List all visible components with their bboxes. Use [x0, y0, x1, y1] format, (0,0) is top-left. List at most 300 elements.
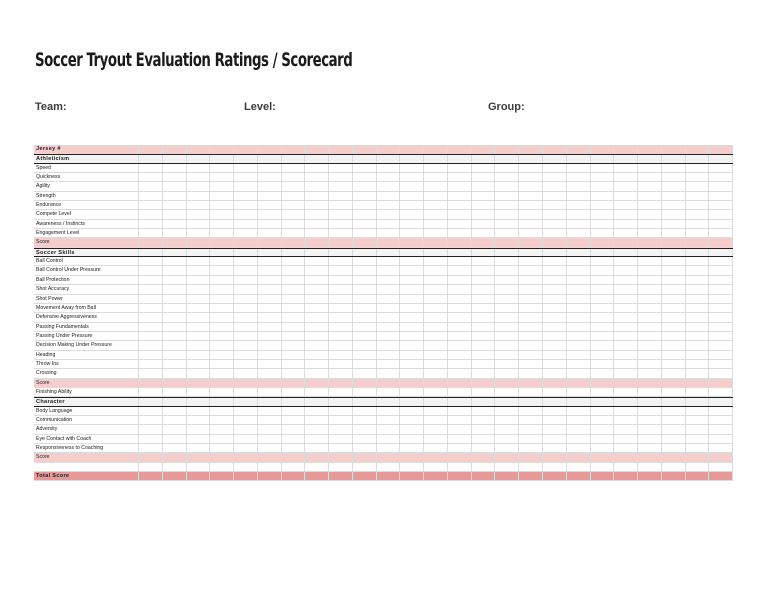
- rating-cell[interactable]: [163, 360, 187, 368]
- rating-cell[interactable]: [543, 201, 567, 209]
- rating-cell[interactable]: [353, 220, 377, 228]
- rating-cell[interactable]: [139, 229, 163, 237]
- rating-cell[interactable]: [258, 369, 282, 377]
- rating-cell[interactable]: [448, 332, 472, 340]
- rating-cell[interactable]: [591, 463, 615, 471]
- rating-cell[interactable]: [614, 238, 638, 246]
- rating-cell[interactable]: [472, 379, 496, 387]
- rating-cell[interactable]: [472, 398, 496, 405]
- rating-cell[interactable]: [495, 210, 519, 218]
- rating-cell[interactable]: [139, 266, 163, 274]
- rating-cell[interactable]: [163, 285, 187, 293]
- rating-cell[interactable]: [187, 323, 211, 331]
- rating-cell[interactable]: [282, 444, 306, 452]
- rating-cell[interactable]: [495, 201, 519, 209]
- rating-cell[interactable]: [567, 257, 591, 265]
- rating-cell[interactable]: [187, 332, 211, 340]
- rating-cell[interactable]: [591, 164, 615, 172]
- rating-cell[interactable]: [353, 257, 377, 265]
- rating-cell[interactable]: [709, 182, 733, 190]
- rating-cell[interactable]: [614, 341, 638, 349]
- rating-cell[interactable]: [448, 407, 472, 415]
- rating-cell[interactable]: [282, 210, 306, 218]
- rating-cell[interactable]: [472, 155, 496, 162]
- rating-cell[interactable]: [210, 407, 234, 415]
- rating-cell[interactable]: [638, 295, 662, 303]
- rating-cell[interactable]: [495, 173, 519, 181]
- rating-cell[interactable]: [377, 435, 401, 443]
- rating-cell[interactable]: [543, 453, 567, 461]
- rating-cell[interactable]: [187, 351, 211, 359]
- rating-cell[interactable]: [234, 313, 258, 321]
- rating-cell[interactable]: [377, 425, 401, 433]
- rating-cell[interactable]: [187, 145, 211, 153]
- rating-cell[interactable]: [543, 435, 567, 443]
- rating-cell[interactable]: [353, 295, 377, 303]
- rating-cell[interactable]: [638, 472, 662, 480]
- rating-cell[interactable]: [187, 313, 211, 321]
- rating-cell[interactable]: [519, 332, 543, 340]
- rating-cell[interactable]: [329, 341, 353, 349]
- rating-cell[interactable]: [424, 463, 448, 471]
- rating-cell[interactable]: [519, 192, 543, 200]
- rating-cell[interactable]: [638, 463, 662, 471]
- rating-cell[interactable]: [686, 304, 710, 312]
- rating-cell[interactable]: [614, 453, 638, 461]
- rating-cell[interactable]: [472, 360, 496, 368]
- rating-cell[interactable]: [638, 360, 662, 368]
- rating-cell[interactable]: [139, 210, 163, 218]
- rating-cell[interactable]: [614, 360, 638, 368]
- rating-cell[interactable]: [472, 201, 496, 209]
- rating-cell[interactable]: [614, 257, 638, 265]
- rating-cell[interactable]: [377, 192, 401, 200]
- rating-cell[interactable]: [329, 444, 353, 452]
- rating-cell[interactable]: [163, 304, 187, 312]
- rating-cell[interactable]: [567, 304, 591, 312]
- rating-cell[interactable]: [448, 173, 472, 181]
- rating-cell[interactable]: [519, 444, 543, 452]
- rating-cell[interactable]: [495, 332, 519, 340]
- rating-cell[interactable]: [519, 425, 543, 433]
- rating-cell[interactable]: [329, 173, 353, 181]
- rating-cell[interactable]: [187, 249, 211, 256]
- rating-cell[interactable]: [210, 351, 234, 359]
- rating-cell[interactable]: [234, 444, 258, 452]
- rating-cell[interactable]: [591, 276, 615, 284]
- rating-cell[interactable]: [614, 229, 638, 237]
- rating-cell[interactable]: [662, 238, 686, 246]
- rating-cell[interactable]: [400, 173, 424, 181]
- rating-cell[interactable]: [234, 351, 258, 359]
- rating-cell[interactable]: [519, 155, 543, 162]
- rating-cell[interactable]: [258, 463, 282, 471]
- rating-cell[interactable]: [305, 341, 329, 349]
- rating-cell[interactable]: [638, 388, 662, 396]
- rating-cell[interactable]: [709, 435, 733, 443]
- rating-cell[interactable]: [543, 472, 567, 480]
- rating-cell[interactable]: [187, 164, 211, 172]
- rating-cell[interactable]: [258, 276, 282, 284]
- rating-cell[interactable]: [424, 155, 448, 162]
- rating-cell[interactable]: [282, 435, 306, 443]
- rating-cell[interactable]: [400, 276, 424, 284]
- rating-cell[interactable]: [400, 238, 424, 246]
- rating-cell[interactable]: [662, 155, 686, 162]
- rating-cell[interactable]: [662, 341, 686, 349]
- rating-cell[interactable]: [139, 304, 163, 312]
- rating-cell[interactable]: [305, 249, 329, 256]
- rating-cell[interactable]: [472, 351, 496, 359]
- rating-cell[interactable]: [567, 332, 591, 340]
- rating-cell[interactable]: [543, 369, 567, 377]
- rating-cell[interactable]: [448, 416, 472, 424]
- rating-cell[interactable]: [424, 295, 448, 303]
- rating-cell[interactable]: [400, 341, 424, 349]
- rating-cell[interactable]: [591, 453, 615, 461]
- rating-cell[interactable]: [472, 416, 496, 424]
- rating-cell[interactable]: [591, 341, 615, 349]
- rating-cell[interactable]: [139, 351, 163, 359]
- rating-cell[interactable]: [329, 332, 353, 340]
- rating-cell[interactable]: [543, 192, 567, 200]
- rating-cell[interactable]: [329, 398, 353, 405]
- rating-cell[interactable]: [139, 323, 163, 331]
- rating-cell[interactable]: [686, 388, 710, 396]
- rating-cell[interactable]: [377, 341, 401, 349]
- rating-cell[interactable]: [210, 210, 234, 218]
- rating-cell[interactable]: [662, 295, 686, 303]
- rating-cell[interactable]: [614, 304, 638, 312]
- rating-cell[interactable]: [210, 323, 234, 331]
- rating-cell[interactable]: [472, 285, 496, 293]
- rating-cell[interactable]: [282, 332, 306, 340]
- rating-cell[interactable]: [686, 341, 710, 349]
- rating-cell[interactable]: [472, 407, 496, 415]
- rating-cell[interactable]: [472, 463, 496, 471]
- rating-cell[interactable]: [377, 266, 401, 274]
- rating-cell[interactable]: [709, 249, 733, 256]
- rating-cell[interactable]: [210, 453, 234, 461]
- rating-cell[interactable]: [187, 304, 211, 312]
- rating-cell[interactable]: [258, 192, 282, 200]
- rating-cell[interactable]: [638, 407, 662, 415]
- rating-cell[interactable]: [543, 182, 567, 190]
- rating-cell[interactable]: [686, 360, 710, 368]
- rating-cell[interactable]: [591, 192, 615, 200]
- rating-cell[interactable]: [591, 220, 615, 228]
- rating-cell[interactable]: [163, 220, 187, 228]
- rating-cell[interactable]: [234, 182, 258, 190]
- rating-cell[interactable]: [400, 388, 424, 396]
- rating-cell[interactable]: [282, 266, 306, 274]
- rating-cell[interactable]: [543, 463, 567, 471]
- rating-cell[interactable]: [234, 416, 258, 424]
- rating-cell[interactable]: [519, 416, 543, 424]
- rating-cell[interactable]: [567, 341, 591, 349]
- rating-cell[interactable]: [495, 444, 519, 452]
- rating-cell[interactable]: [353, 266, 377, 274]
- rating-cell[interactable]: [495, 285, 519, 293]
- rating-cell[interactable]: [472, 220, 496, 228]
- rating-cell[interactable]: [709, 276, 733, 284]
- rating-cell[interactable]: [329, 472, 353, 480]
- rating-cell[interactable]: [400, 379, 424, 387]
- rating-cell[interactable]: [305, 398, 329, 405]
- rating-cell[interactable]: [329, 201, 353, 209]
- rating-cell[interactable]: [662, 173, 686, 181]
- rating-cell[interactable]: [543, 351, 567, 359]
- rating-cell[interactable]: [448, 295, 472, 303]
- rating-cell[interactable]: [329, 192, 353, 200]
- rating-cell[interactable]: [377, 229, 401, 237]
- rating-cell[interactable]: [472, 182, 496, 190]
- rating-cell[interactable]: [567, 360, 591, 368]
- rating-cell[interactable]: [495, 416, 519, 424]
- rating-cell[interactable]: [329, 164, 353, 172]
- rating-cell[interactable]: [638, 425, 662, 433]
- rating-cell[interactable]: [163, 155, 187, 162]
- rating-cell[interactable]: [400, 229, 424, 237]
- rating-cell[interactable]: [139, 379, 163, 387]
- rating-cell[interactable]: [709, 155, 733, 162]
- rating-cell[interactable]: [187, 453, 211, 461]
- rating-cell[interactable]: [662, 257, 686, 265]
- rating-cell[interactable]: [400, 398, 424, 405]
- rating-cell[interactable]: [591, 398, 615, 405]
- rating-cell[interactable]: [567, 192, 591, 200]
- rating-cell[interactable]: [258, 266, 282, 274]
- rating-cell[interactable]: [567, 164, 591, 172]
- rating-cell[interactable]: [686, 238, 710, 246]
- rating-cell[interactable]: [472, 192, 496, 200]
- rating-cell[interactable]: [448, 369, 472, 377]
- rating-cell[interactable]: [614, 192, 638, 200]
- rating-cell[interactable]: [614, 444, 638, 452]
- rating-cell[interactable]: [424, 276, 448, 284]
- rating-cell[interactable]: [638, 435, 662, 443]
- rating-cell[interactable]: [591, 332, 615, 340]
- rating-cell[interactable]: [709, 257, 733, 265]
- rating-cell[interactable]: [210, 463, 234, 471]
- rating-cell[interactable]: [353, 164, 377, 172]
- rating-cell[interactable]: [377, 201, 401, 209]
- rating-cell[interactable]: [400, 182, 424, 190]
- rating-cell[interactable]: [258, 295, 282, 303]
- rating-cell[interactable]: [282, 182, 306, 190]
- rating-cell[interactable]: [495, 435, 519, 443]
- rating-cell[interactable]: [210, 425, 234, 433]
- rating-cell[interactable]: [210, 388, 234, 396]
- rating-cell[interactable]: [210, 360, 234, 368]
- rating-cell[interactable]: [139, 155, 163, 162]
- rating-cell[interactable]: [163, 463, 187, 471]
- rating-cell[interactable]: [282, 453, 306, 461]
- rating-cell[interactable]: [305, 351, 329, 359]
- rating-cell[interactable]: [424, 388, 448, 396]
- rating-cell[interactable]: [567, 351, 591, 359]
- rating-cell[interactable]: [258, 313, 282, 321]
- rating-cell[interactable]: [163, 313, 187, 321]
- rating-cell[interactable]: [353, 425, 377, 433]
- rating-cell[interactable]: [543, 379, 567, 387]
- rating-cell[interactable]: [614, 463, 638, 471]
- rating-cell[interactable]: [187, 379, 211, 387]
- rating-cell[interactable]: [353, 416, 377, 424]
- rating-cell[interactable]: [305, 295, 329, 303]
- rating-cell[interactable]: [400, 295, 424, 303]
- rating-cell[interactable]: [234, 164, 258, 172]
- rating-cell[interactable]: [187, 416, 211, 424]
- rating-cell[interactable]: [686, 182, 710, 190]
- rating-cell[interactable]: [614, 351, 638, 359]
- rating-cell[interactable]: [377, 220, 401, 228]
- rating-cell[interactable]: [210, 276, 234, 284]
- rating-cell[interactable]: [472, 266, 496, 274]
- rating-cell[interactable]: [400, 164, 424, 172]
- rating-cell[interactable]: [543, 313, 567, 321]
- rating-cell[interactable]: [662, 229, 686, 237]
- rating-cell[interactable]: [329, 155, 353, 162]
- rating-cell[interactable]: [424, 341, 448, 349]
- rating-cell[interactable]: [139, 220, 163, 228]
- rating-cell[interactable]: [282, 201, 306, 209]
- rating-cell[interactable]: [353, 210, 377, 218]
- rating-cell[interactable]: [591, 407, 615, 415]
- rating-cell[interactable]: [377, 210, 401, 218]
- rating-cell[interactable]: [519, 173, 543, 181]
- rating-cell[interactable]: [686, 407, 710, 415]
- rating-cell[interactable]: [305, 444, 329, 452]
- rating-cell[interactable]: [353, 407, 377, 415]
- rating-cell[interactable]: [638, 266, 662, 274]
- rating-cell[interactable]: [591, 145, 615, 153]
- rating-cell[interactable]: [495, 249, 519, 256]
- rating-cell[interactable]: [686, 257, 710, 265]
- rating-cell[interactable]: [686, 435, 710, 443]
- rating-cell[interactable]: [210, 416, 234, 424]
- rating-cell[interactable]: [234, 398, 258, 405]
- rating-cell[interactable]: [686, 463, 710, 471]
- rating-cell[interactable]: [662, 164, 686, 172]
- rating-cell[interactable]: [543, 388, 567, 396]
- rating-cell[interactable]: [709, 425, 733, 433]
- rating-cell[interactable]: [686, 313, 710, 321]
- rating-cell[interactable]: [638, 285, 662, 293]
- rating-cell[interactable]: [377, 369, 401, 377]
- rating-cell[interactable]: [234, 229, 258, 237]
- rating-cell[interactable]: [472, 332, 496, 340]
- rating-cell[interactable]: [638, 332, 662, 340]
- rating-cell[interactable]: [424, 351, 448, 359]
- rating-cell[interactable]: [400, 304, 424, 312]
- rating-cell[interactable]: [472, 323, 496, 331]
- rating-cell[interactable]: [567, 379, 591, 387]
- rating-cell[interactable]: [234, 435, 258, 443]
- rating-cell[interactable]: [591, 210, 615, 218]
- rating-cell[interactable]: [709, 210, 733, 218]
- rating-cell[interactable]: [543, 341, 567, 349]
- rating-cell[interactable]: [400, 323, 424, 331]
- rating-cell[interactable]: [709, 360, 733, 368]
- rating-cell[interactable]: [139, 360, 163, 368]
- rating-cell[interactable]: [662, 313, 686, 321]
- rating-cell[interactable]: [377, 276, 401, 284]
- rating-cell[interactable]: [591, 360, 615, 368]
- rating-cell[interactable]: [400, 155, 424, 162]
- rating-cell[interactable]: [686, 220, 710, 228]
- rating-cell[interactable]: [424, 249, 448, 256]
- rating-cell[interactable]: [686, 173, 710, 181]
- rating-cell[interactable]: [163, 388, 187, 396]
- rating-cell[interactable]: [400, 192, 424, 200]
- rating-cell[interactable]: [187, 295, 211, 303]
- rating-cell[interactable]: [258, 453, 282, 461]
- rating-cell[interactable]: [353, 463, 377, 471]
- rating-cell[interactable]: [567, 295, 591, 303]
- rating-cell[interactable]: [638, 257, 662, 265]
- rating-cell[interactable]: [519, 435, 543, 443]
- rating-cell[interactable]: [448, 257, 472, 265]
- rating-cell[interactable]: [638, 145, 662, 153]
- rating-cell[interactable]: [662, 416, 686, 424]
- rating-cell[interactable]: [614, 173, 638, 181]
- rating-cell[interactable]: [686, 323, 710, 331]
- rating-cell[interactable]: [686, 416, 710, 424]
- rating-cell[interactable]: [187, 360, 211, 368]
- rating-cell[interactable]: [377, 323, 401, 331]
- rating-cell[interactable]: [258, 379, 282, 387]
- rating-cell[interactable]: [709, 164, 733, 172]
- rating-cell[interactable]: [139, 444, 163, 452]
- rating-cell[interactable]: [495, 276, 519, 284]
- rating-cell[interactable]: [353, 341, 377, 349]
- rating-cell[interactable]: [329, 453, 353, 461]
- rating-cell[interactable]: [353, 173, 377, 181]
- rating-cell[interactable]: [686, 369, 710, 377]
- rating-cell[interactable]: [353, 388, 377, 396]
- rating-cell[interactable]: [614, 220, 638, 228]
- rating-cell[interactable]: [543, 416, 567, 424]
- rating-cell[interactable]: [614, 210, 638, 218]
- rating-cell[interactable]: [709, 463, 733, 471]
- rating-cell[interactable]: [424, 416, 448, 424]
- rating-cell[interactable]: [139, 332, 163, 340]
- rating-cell[interactable]: [543, 360, 567, 368]
- rating-cell[interactable]: [210, 173, 234, 181]
- rating-cell[interactable]: [210, 145, 234, 153]
- rating-cell[interactable]: [353, 360, 377, 368]
- rating-cell[interactable]: [305, 285, 329, 293]
- rating-cell[interactable]: [472, 229, 496, 237]
- rating-cell[interactable]: [210, 472, 234, 480]
- rating-cell[interactable]: [353, 398, 377, 405]
- rating-cell[interactable]: [495, 182, 519, 190]
- rating-cell[interactable]: [139, 398, 163, 405]
- rating-cell[interactable]: [567, 398, 591, 405]
- rating-cell[interactable]: [163, 332, 187, 340]
- rating-cell[interactable]: [377, 285, 401, 293]
- rating-cell[interactable]: [329, 285, 353, 293]
- rating-cell[interactable]: [163, 369, 187, 377]
- rating-cell[interactable]: [163, 416, 187, 424]
- rating-cell[interactable]: [662, 425, 686, 433]
- rating-cell[interactable]: [709, 388, 733, 396]
- rating-cell[interactable]: [187, 435, 211, 443]
- rating-cell[interactable]: [495, 164, 519, 172]
- rating-cell[interactable]: [519, 257, 543, 265]
- rating-cell[interactable]: [591, 257, 615, 265]
